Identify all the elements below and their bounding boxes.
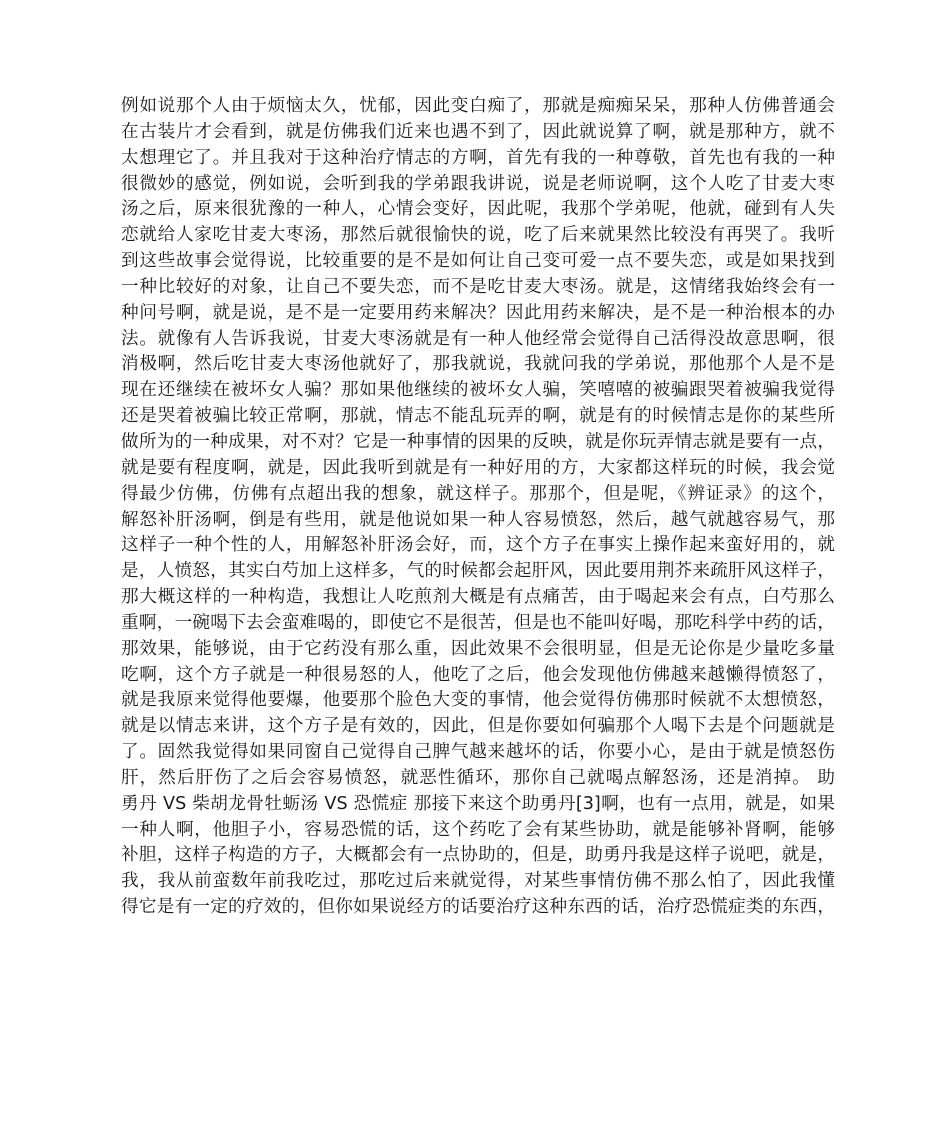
text-line: 例如说那个人由于烦恼太久，忧郁，因此变白痴了，那就是痴痴呆呆，那种人仿佛普通会 [121,96,835,116]
text-line: 重啊，一碗喝下去会蛮难喝的，即使它不是很苦，但是也不能叫好喝，那吃科学中药的话， [121,612,835,633]
text-line: 得它是有一定的疗效的，但你如果说经方的话要治疗这种东西的话，治疗恐慌症类的东西， [121,897,835,918]
text-line: 这样子一种个性的人，用解怒补肝汤会好，而，这个方子在事实上操作起来蛮好用的，就 [121,535,835,556]
text-line: 解怒补肝汤啊，倒是有些用，就是他说如果一种人容易愤怒，然后，越气就越容易气，那 [121,509,835,530]
text-line: 得最少仿佛，仿佛有点超出我的想象，就这样子。那那个，但是呢，《辨证录》的这个， [121,483,835,504]
text-line: 很微妙的感觉，例如说，会听到我的学弟跟我讲说，说是老师说啊，这个人吃了甘麦大枣 [121,173,835,194]
text-line: 就是我原来觉得他要爆，他要那个脸色大变的事情，他会觉得仿佛那时候就不太想愤怒， [121,690,835,711]
text-line: 在古装片才会看到，就是仿佛我们近来也遇不到了，因此就说算了啊，就是那种方，就不 [121,121,835,142]
text-line: 到这些故事会觉得说，比较重要的是不是如何让自己变可爱一点不要失恋，或是如果找到 [121,251,835,272]
text-line: 就是要有程度啊，就是，因此我听到就是有一种好用的方，大家都这样玩的时候，我会觉 [121,457,835,478]
text-line: 现在还继续在被坏女人骗？那如果他继续的被坏女人骗，笑嘻嘻的被骗跟哭着被骗我觉得 [121,380,835,401]
text-line: 是，人愤怒，其实白芍加上这样多，气的时候都会起肝风，因此要用荆芥来疏肝风这样子， [121,561,835,582]
text-line: 肝，然后肝伤了之后会容易愤怒，就恶性循环，那你自己就喝点解怒汤，还是消掉。 助 [121,767,835,788]
text-line: 那大概这样的一种构造，我想让人吃煎剂大概是有点痛苦，由于喝起来会有点，白芍那么 [121,587,835,608]
text-line: 做所为的一种成果，对不对？它是一种事情的因果的反映，就是你玩弄情志就是要有一点， [121,431,835,452]
text-line: 种问号啊，就是说，是不是一定要用药来解决？因此用药来解决，是不是一种治根本的办 [121,302,835,323]
text-line: 就是以情志来讲，这个方子是有效的，因此，但是你要如何骗那个人喝下去是个问题就是 [121,716,835,737]
text-line: 了。固然我觉得如果同窗自己觉得自己脾气越来越坏的话，你要小心，是由于就是愤怒伤 [121,742,835,763]
text-line: 一种比较好的对象，让自己不要失恋，而不是吃甘麦大枣汤。就是，这情绪我始终会有一 [121,276,835,297]
text-line: 法。就像有人告诉我说，甘麦大枣汤就是有一种人他经常会觉得自己活得没故意思啊，很 [121,328,835,349]
text-line: 勇丹 VS 柴胡龙骨牡蛎汤 VS 恐慌症 那接下来这个助勇丹[3]啊，也有一点用，就是，如果 [121,793,835,814]
text-line: 汤之后，原来很犹豫的一种人，心情会变好，因此呢，我那个学弟呢，他就，碰到有人失 [121,199,835,220]
text-line: 补胆，这样子构造的方子，大概都会有一点协助的，但是，助勇丹我是这样子说吧，就是， [121,845,835,866]
body-text [121,94,835,921]
text-line: 我，我从前蛮数年前我吃过，那吃过后来就觉得，对某些事情仿佛不那么怕了，因此我懂 [121,871,835,892]
text-line: 那效果，能够说，由于它药没有那么重，因此效果不会很明显，但是无论你是少量吃多量 [121,638,835,659]
text-line: 恋就给人家吃甘麦大枣汤，那然后就很愉快的说，吃了后来就果然比较没有再哭了。我听 [121,225,835,246]
text-line: 太想理它了。并且我对于这种治疗情志的方啊，首先有我的一种尊敬，首先也有我的一种 [121,147,835,168]
text-line: 消极啊，然后吃甘麦大枣汤他就好了，那我就说，我就问我的学弟说，那他那个人是不是 [121,354,835,375]
text-line: 吃啊，这个方子就是一种很易怒的人，他吃了之后，他会发现他仿佛越来越懒得愤怒了， [121,664,835,685]
text-line: 一种人啊，他胆子小，容易恐慌的话，这个药吃了会有某些协助，就是能够补肾啊，能够 [121,819,835,840]
text-line: 还是哭着被骗比较正常啊，那就，情志不能乱玩弄的啊，就是有的时候情志是你的某些所 [121,406,835,427]
